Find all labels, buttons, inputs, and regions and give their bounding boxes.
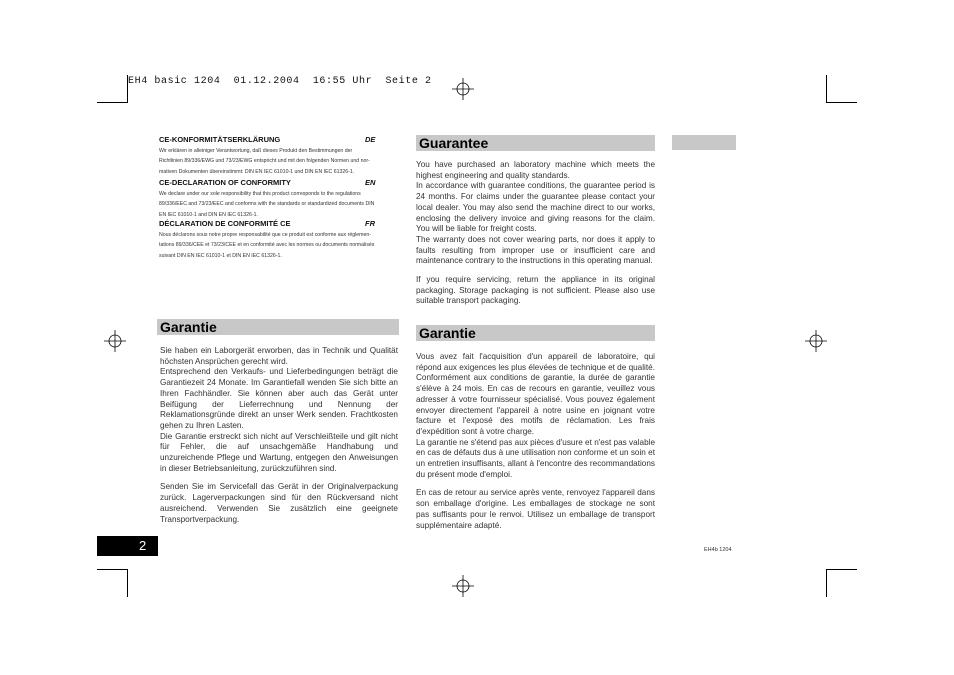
paragraph: In accordance with guarantee conditions, the guarantee period is 24 months. For claims under the guarantee please contact your local dealer. You may also send the machine direct to our works, enclosing the delivery invoice and giving reasons for the claim. You will be liable for freight costs. <box>416 181 655 234</box>
page-number: 2 <box>97 536 158 556</box>
paragraph: La garantie ne s'étend pas aux pièces d'usure et n'est pas valable en cas de défauts dus à une utilisation non conforme et un soin et un entretien insuffisants, allant à l'encontre des recommandations du présent mode d'emploi. <box>416 437 655 479</box>
paragraph: Entsprechend den Verkaufs- und Lieferbedingungen beträgt die Garantiezeit 24 Monate. Im Garantiefall wenden Sie sich bitte an Ihren Fachhändler. Sie können aber auch das Gerät unter Beifügung der Lieferrechnung und Nennung der Reklamationsgründe direkt an unser Werk senden. Frachtkosten gehen zu Ihren Lasten. <box>160 367 398 430</box>
section-heading-de: Garantie <box>157 319 399 335</box>
declaration-en <box>159 178 399 220</box>
declaration-title: CE-KONFORMITÄTSERKLÄRUNG <box>159 135 281 144</box>
section-body-de <box>160 346 398 525</box>
paragraph: Senden Sie im Servicefall das Gerät in der Originalverpackung zurück. Lagerverpackungen sind für den Rückversand nicht ausreichend. Verwenden Sie zusätzlich eine geeignete Transportverpackung. <box>160 482 398 524</box>
declaration-line: Richtlinien 89/336/EWG und 73/23/EWG entspricht und mit den folgenden Normen und nor- <box>159 158 370 165</box>
language-code: EN <box>365 178 376 187</box>
declaration-line: Nous déclarons sous notre propre responsabilité que ce produit est conforme aux réglemen- <box>159 232 371 238</box>
language-code: FR <box>365 219 375 228</box>
paragraph: Vous avez fait l'acquisition d'un appareil de laboratoire, qui répond aux exigences les plus élevées de technique et de qualité. <box>416 352 655 372</box>
section-heading-fr: Garantie <box>416 325 655 341</box>
declaration-line: suivant DIN EN IEC 61010-1 et DIN EN IEC 61326-1. <box>159 252 282 259</box>
registration-mark-icon <box>452 575 474 597</box>
paragraph: Die Garantie erstreckt sich nicht auf Verschleißteile und gilt nicht für Fehler, die auf unsachgemäße Handhabung und unzureichende Pflege und Wartung, entgegen den Anweisungen in dieser Betriebsanleitung, zurückzuführen sind. <box>160 431 398 473</box>
language-code: DE <box>365 135 376 144</box>
paragraph: Sie haben ein Laborgerät erworben, das in Technik und Qualität höchsten Ansprüchen gerecht wird. <box>160 346 398 366</box>
declaration-title: DÉCLARATION DE CONFORMITÉ CE <box>159 219 291 228</box>
declaration-fr <box>159 219 399 261</box>
section-heading-en: Guarantee <box>416 135 655 151</box>
paragraph: If you require servicing, return the appliance in its original packaging. Storage packaging is not sufficient. Please also use suitable transport packaging. <box>416 275 655 306</box>
section-body-fr <box>416 352 655 531</box>
paragraph: You have purchased an laboratory machine which meets the highest engineering and quality standards. <box>416 160 655 180</box>
registration-mark-icon <box>452 78 474 100</box>
declaration-line: Wir erklären in alleiniger Verantwortung, daß dieses Produkt den Bestimmungen der <box>159 148 353 154</box>
paragraph: Conformément aux conditions de garantie, la durée de garantie s'élève à 24 mois. En cas de recours en garantie, veuillez vous adresser à votre fournisseur spécialisé. Vous pouvez également envoyer directement l'appareil à notre usine en joignant votre facture et l'exposé des motifs de réclamation. Les frais d'expédition sont à votre charge. <box>416 373 655 436</box>
registration-mark-icon <box>104 330 126 352</box>
print-header: EH4 basic 1204 01.12.2004 16:55 Uhr Seite 2 <box>128 76 432 87</box>
declaration-line: tations 89/336/CEE et 73/23/CEE et en conformité avec les normes ou documents normalisés <box>159 242 375 249</box>
section-body-en <box>416 160 655 307</box>
side-tab <box>672 135 736 150</box>
declaration-title: CE-DECLARATION OF CONFORMITY <box>159 178 291 187</box>
declaration-line: We declare under our sole responsibility that this product corresponds to the regulations <box>159 191 361 197</box>
declaration-line: EN IEC 61010-1 and DIN EN IEC 61326-1. <box>159 211 258 218</box>
paragraph: The warranty does not cover wearing parts, nor does it apply to faults resulting from improper use or insufficient care and maintenance contrary to the instructions in this operating manual. <box>416 234 655 266</box>
footer-code: EH4b 1204 <box>704 547 732 553</box>
paragraph: En cas de retour au service après vente, renvoyez l'appareil dans son emballage d'origine. Les emballages de stockage ne sont pas suffisants pour le renvoi. Utilisez un emballage de transport supplémentaire adapté. <box>416 488 655 530</box>
declaration-line: 89/336/EEC and 73/23/EEC and conforms with the standards or standardized documents DIN <box>159 201 375 208</box>
declaration-de <box>159 135 399 177</box>
registration-mark-icon <box>805 330 827 352</box>
declaration-line: mativen Dokumenten übereinstimmt: DIN EN IEC 61010-1 und DIN EN IEC 61326-1. <box>159 168 355 175</box>
